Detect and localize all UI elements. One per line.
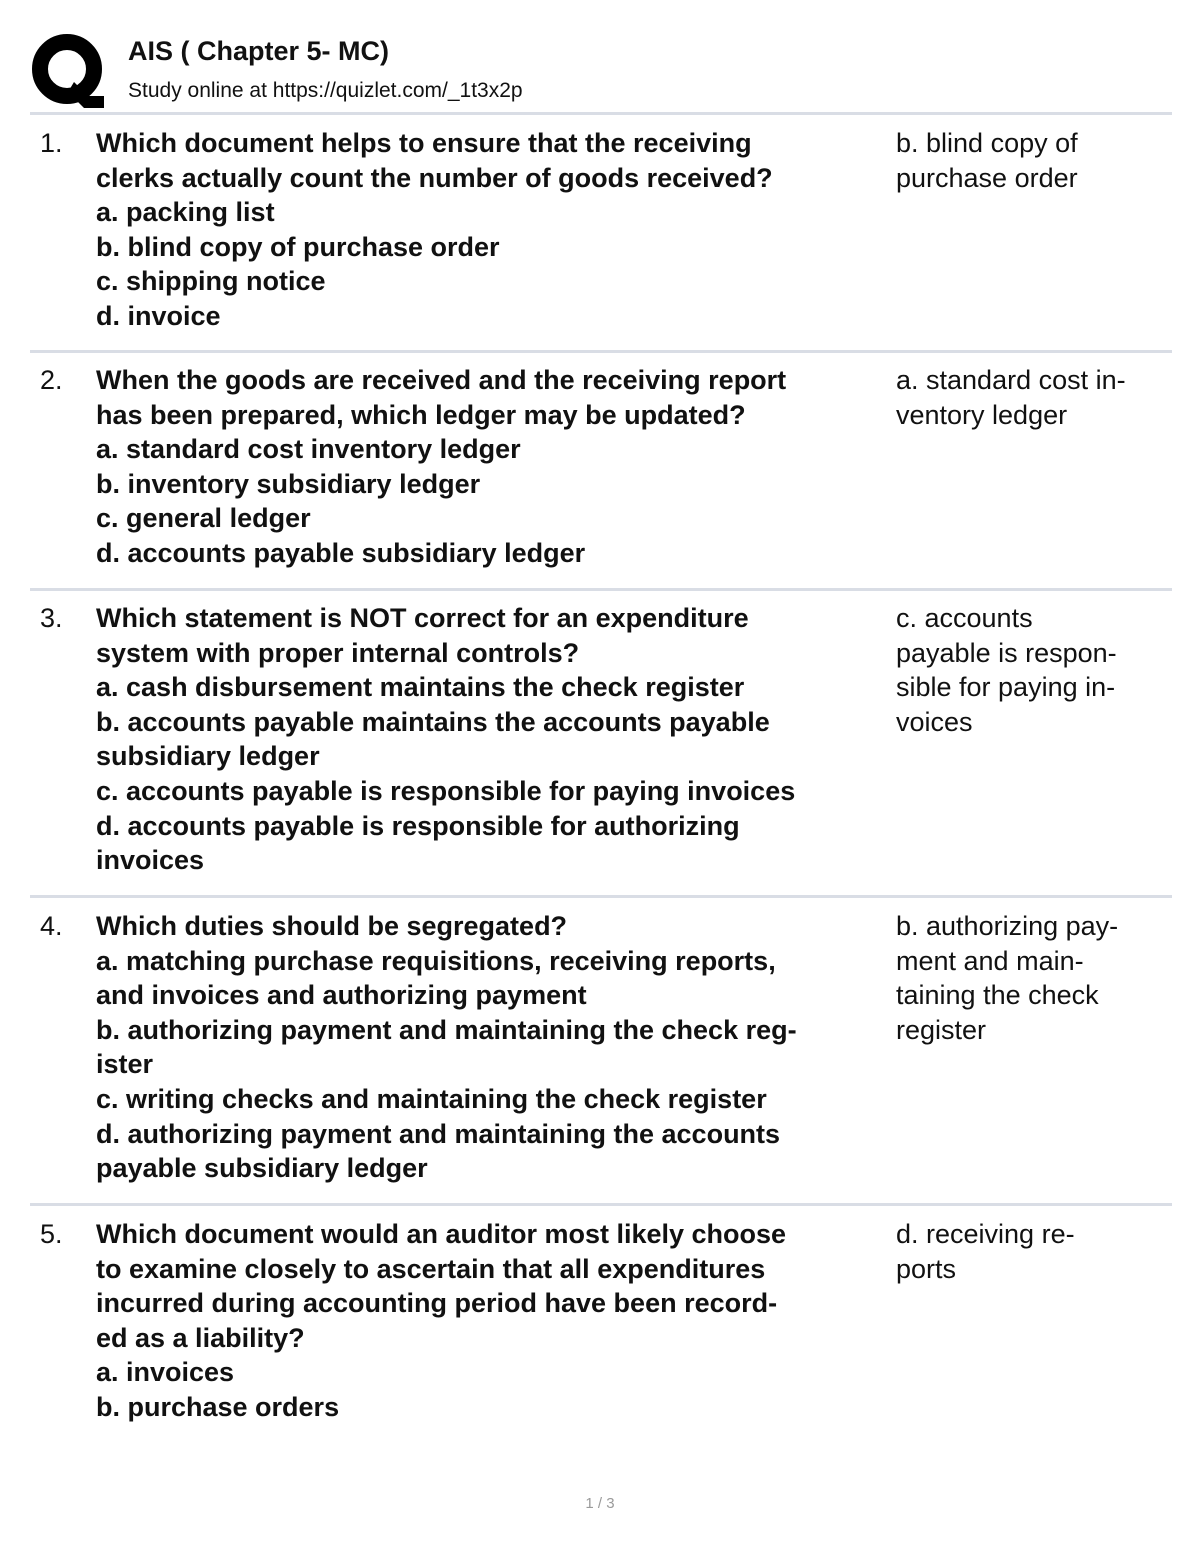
answer-line: voices [896,706,973,737]
question-line: Which duties should be segregated? [96,911,568,941]
question-line: system with proper internal controls? [96,637,580,668]
answer-line: c. accounts [896,603,1033,633]
answer-text [896,1217,1166,1286]
question-text [96,601,894,878]
question-number: 1. [40,128,63,158]
option-line: c. general ledger [96,503,311,534]
page-number: 1 / 3 [585,1495,615,1512]
question-line: Which statement is NOT correct for an expenditure [96,603,749,633]
question-line: has been prepared, which ledger may be updated? [96,399,746,430]
answer-line: sible for paying in- [896,672,1116,703]
answer-line: purchase order [896,162,1078,193]
option-line: and invoices and authorizing payment [96,980,587,1011]
answer-text [896,601,1166,739]
question-number: 4. [40,911,63,941]
answer-line: b. authorizing pay- [896,911,1119,941]
option-line: a. invoices [96,1357,235,1388]
answer-text [896,126,1166,195]
answer-line: d. receiving re- [896,1219,1075,1249]
question-divider [30,895,1172,898]
question-divider [30,1203,1172,1206]
question-line: incurred during accounting period have been record- [96,1288,778,1319]
option-line: a. cash disbursement maintains the check register [96,672,745,703]
answer-line: a. standard cost in- [896,365,1126,395]
question-divider [30,588,1172,591]
option-line: b. inventory subsidiary ledger [96,468,481,499]
document-title: AIS ( Chapter 5- MC) [128,36,390,66]
option-line: invoices [96,845,205,876]
answer-text [896,363,1166,432]
question-line: Which document would an auditor most likely choose [96,1219,787,1249]
option-line: d. accounts payable subsidiary ledger [96,537,586,568]
answer-line: b. blind copy of [896,128,1078,158]
header-divider [30,112,1172,115]
option-line: subsidiary ledger [96,741,320,772]
answer-line: ventory ledger [896,399,1068,430]
question-number: 3. [40,603,63,633]
question-text [96,126,894,334]
study-online-link[interactable]: Study online at https://quizlet.com/_1t3x2p [128,79,523,102]
answer-line: register [896,1014,987,1045]
question-line: Which document helps to ensure that the receiving [96,128,752,158]
question-line: ed as a liability? [96,1322,305,1353]
option-line: payable subsidiary ledger [96,1153,428,1184]
question-number: 5. [40,1219,63,1249]
question-line: to examine closely to ascertain that all expenditures [96,1253,766,1284]
option-line: c. writing checks and maintaining the check register [96,1083,767,1114]
quizlet-logo-icon [30,32,106,108]
option-line: a. standard cost inventory ledger [96,434,521,465]
option-line: d. accounts payable is responsible for authorizing [96,810,740,841]
document-header [30,30,1172,110]
question-text [96,363,894,571]
question-divider [30,350,1172,353]
answer-line: ment and main- [896,945,1084,976]
option-line: d. invoice [96,300,221,331]
option-line: a. packing list [96,197,275,228]
question-number: 2. [40,365,63,395]
option-line: d. authorizing payment and maintaining the accounts [96,1118,781,1149]
question-line: clerks actually count the number of goods received? [96,162,773,193]
answer-line: ports [896,1253,957,1284]
option-line: ister [96,1049,154,1080]
answer-text [896,909,1166,1047]
option-line: b. blind copy of purchase order [96,231,500,262]
question-line: When the goods are received and the receiving report [96,365,787,395]
answer-line: payable is respon- [896,637,1117,668]
option-line: c. shipping notice [96,266,326,297]
option-line: c. accounts payable is responsible for paying invoices [96,775,796,806]
answer-line: taining the check [896,980,1099,1011]
option-line: b. purchase orders [96,1391,340,1422]
question-text [96,909,894,1186]
question-text [96,1217,894,1425]
option-line: b. authorizing payment and maintaining the check reg- [96,1014,797,1045]
option-line: a. matching purchase requisitions, receiving reports, [96,945,776,976]
option-line: b. accounts payable maintains the accounts payable [96,706,770,737]
